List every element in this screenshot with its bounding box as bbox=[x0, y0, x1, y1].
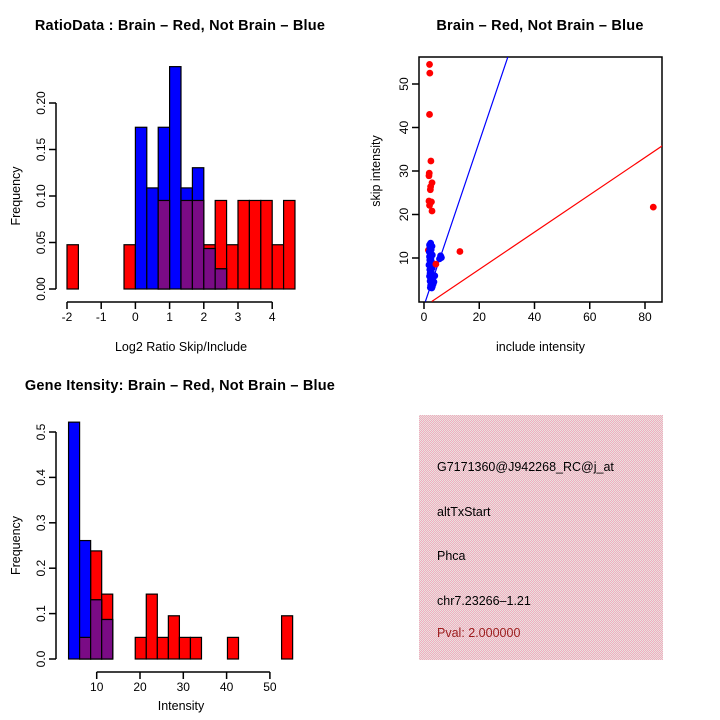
y-tick-label: 0.20 bbox=[34, 91, 48, 115]
hist-bar-red bbox=[135, 637, 146, 659]
x-tick-label: 50 bbox=[263, 680, 277, 694]
hist-bar-red bbox=[157, 637, 168, 659]
hist-bar-red bbox=[238, 200, 249, 289]
y-tick-label: 0.5 bbox=[34, 423, 48, 441]
point-red bbox=[427, 186, 434, 193]
hist-bar-red bbox=[179, 637, 190, 659]
x-tick-label: 30 bbox=[176, 680, 190, 694]
hist-bar-blue bbox=[69, 422, 80, 659]
hist-bar-red bbox=[249, 200, 260, 289]
y-tick-label: 50 bbox=[397, 77, 411, 91]
hist-bar-overlap bbox=[102, 620, 113, 659]
x-tick-label: 0 bbox=[132, 310, 139, 324]
hist-bar-red bbox=[190, 637, 201, 659]
hist-bar-red bbox=[227, 637, 238, 659]
x-tick-label: 60 bbox=[583, 310, 597, 324]
y-tick-label: 10 bbox=[397, 251, 411, 265]
y-tick-label: 20 bbox=[397, 207, 411, 222]
x-tick-label: 4 bbox=[268, 310, 276, 324]
point-red bbox=[429, 208, 436, 215]
x-tick-label: 20 bbox=[133, 680, 147, 694]
y-tick-label: 0.05 bbox=[34, 230, 48, 255]
hist-bar-overlap bbox=[204, 249, 215, 289]
y-tick-label: 0.15 bbox=[34, 137, 48, 162]
x-tick-label: -2 bbox=[61, 310, 73, 324]
x-axis-title: Intensity bbox=[157, 699, 205, 713]
x-tick-label: 0 bbox=[420, 310, 428, 324]
point-red bbox=[432, 261, 439, 268]
hist-bar-blue bbox=[135, 127, 146, 289]
hist-bar-red bbox=[146, 594, 157, 659]
hist-bar-red bbox=[124, 245, 135, 289]
ratio-histogram-plot bbox=[0, 0, 360, 360]
plot-box bbox=[419, 57, 662, 302]
y-axis-title: Frequency bbox=[9, 166, 23, 226]
gene-intensity-title: Gene Itensity: Brain – Red, Not Brain – Blue bbox=[24, 378, 336, 394]
x-tick-label: 2 bbox=[200, 310, 208, 324]
point-red bbox=[426, 70, 433, 77]
y-tick-label: 0.2 bbox=[34, 559, 48, 577]
point-red bbox=[426, 61, 433, 68]
hist-bar-red bbox=[284, 200, 295, 289]
hist-bar-overlap bbox=[181, 200, 192, 289]
hist-bar-red bbox=[282, 616, 293, 659]
y-tick-label: 0.0 bbox=[34, 650, 48, 668]
panel-ratio-histogram bbox=[0, 0, 360, 360]
y-tick-label: 0.10 bbox=[34, 184, 48, 208]
x-tick-label: 10 bbox=[90, 680, 104, 694]
point-red bbox=[426, 172, 433, 179]
point-blue bbox=[428, 285, 435, 292]
point-red bbox=[457, 248, 464, 255]
x-tick-label: 20 bbox=[472, 310, 486, 324]
y-axis-title: Frequency bbox=[9, 515, 23, 576]
y-tick-label: 0.3 bbox=[34, 514, 48, 532]
y-tick-label: 0.00 bbox=[34, 277, 48, 301]
point-blue bbox=[431, 272, 438, 279]
y-axis-title: skip intensity bbox=[369, 135, 383, 207]
fit-lines bbox=[425, 57, 665, 302]
x-tick-label: -1 bbox=[95, 310, 107, 324]
hist-bar-overlap bbox=[158, 200, 169, 289]
hist-bar-overlap bbox=[215, 269, 226, 289]
pval-text: Pval: 2.000000 bbox=[437, 626, 521, 640]
panel-info bbox=[360, 360, 720, 720]
x-tick-label: 3 bbox=[234, 310, 242, 324]
point-red bbox=[428, 158, 435, 165]
x-tick-label: 80 bbox=[638, 310, 652, 324]
intensity-scatter-title: Brain – Red, Not Brain – Blue bbox=[436, 18, 644, 34]
probe-id-text: G7171360@J942268_RC@j_at bbox=[437, 460, 614, 474]
x-tick-label: 40 bbox=[219, 680, 234, 694]
x-tick-label: 1 bbox=[166, 310, 173, 324]
point-red bbox=[426, 111, 433, 118]
point-blue bbox=[431, 279, 438, 286]
hist-bar-red bbox=[67, 245, 78, 289]
hist-bar-red bbox=[168, 616, 179, 659]
x-tick-label: 40 bbox=[527, 310, 542, 324]
y-tick-label: 0.4 bbox=[34, 469, 48, 486]
gene-name-text: Phca bbox=[437, 549, 466, 563]
ratio-histogram-title: RatioData : Brain – Red, Not Brain – Blue bbox=[34, 18, 326, 34]
hist-bar-overlap bbox=[91, 600, 102, 659]
hist-bar-overlap bbox=[80, 637, 91, 659]
x-axis-title: include intensity bbox=[496, 340, 585, 354]
event-type-text: altTxStart bbox=[437, 505, 491, 519]
y-tick-label: 30 bbox=[397, 164, 411, 178]
red-fit-line bbox=[432, 144, 665, 301]
point-red bbox=[650, 204, 657, 211]
x-axis-title: Log2 Ratio Skip/Include bbox=[114, 340, 248, 354]
locus-text: chr7.23266–1.21 bbox=[437, 594, 531, 608]
hist-bar-blue bbox=[147, 188, 158, 289]
hist-bar-red bbox=[227, 245, 238, 289]
hist-bar-red bbox=[272, 245, 283, 289]
hist-bar-overlap bbox=[192, 200, 203, 289]
y-tick-label: 0.1 bbox=[34, 605, 48, 622]
hist-bar-red bbox=[261, 200, 272, 289]
panel-intensity-scatter bbox=[360, 0, 720, 360]
hist-bar-blue bbox=[170, 67, 181, 289]
y-tick-label: 40 bbox=[397, 120, 411, 135]
intensity-scatter-plot bbox=[360, 0, 720, 360]
panel-gene-intensity-histogram bbox=[0, 360, 360, 720]
gene-intensity-plot bbox=[0, 360, 360, 720]
info-box bbox=[419, 415, 663, 660]
